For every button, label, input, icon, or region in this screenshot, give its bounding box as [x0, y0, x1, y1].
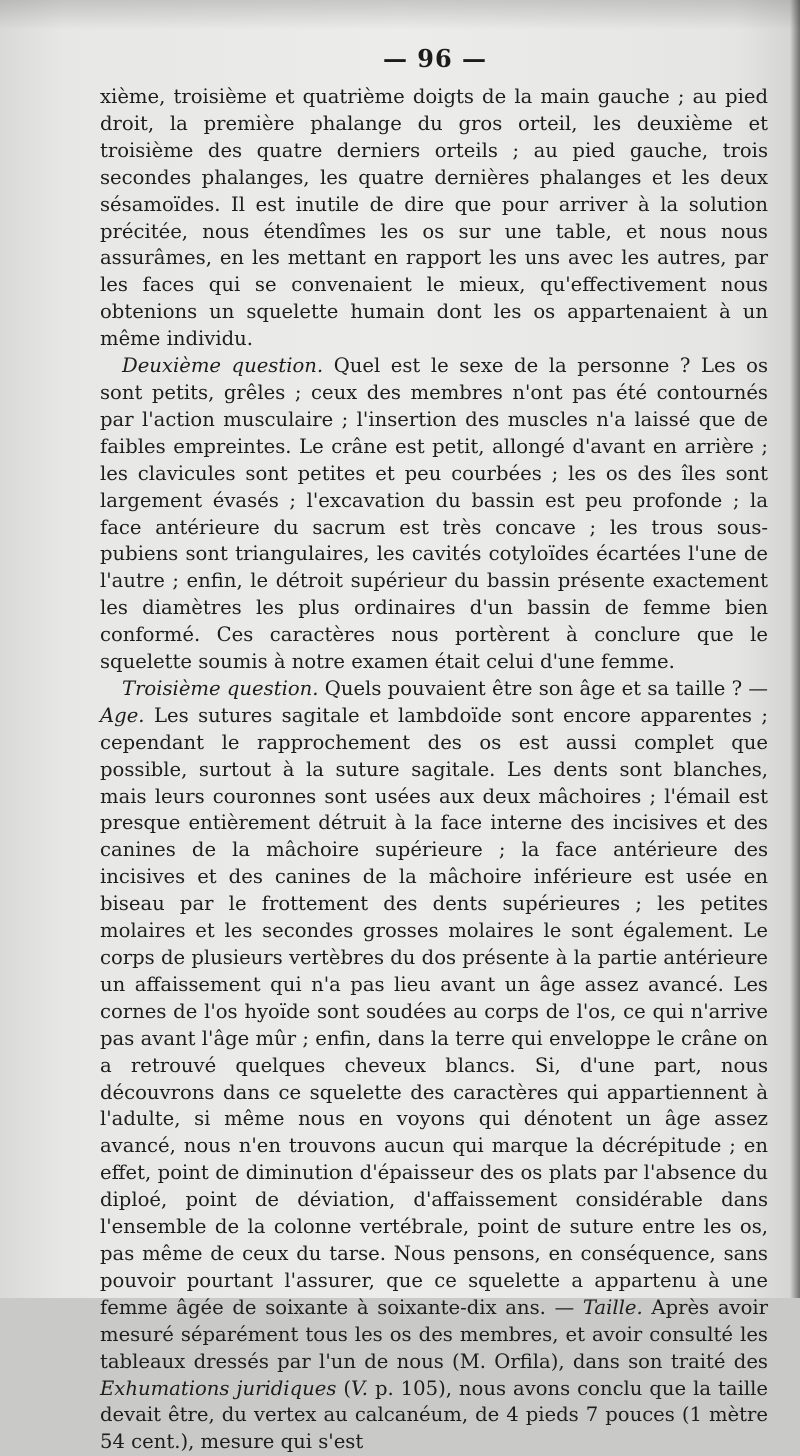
italic-text: V. [351, 1376, 368, 1400]
text-run: ( [336, 1376, 352, 1400]
text-run: Quel est le sexe de la personne ? Les os sont petits, grêles ; ceux des membres n'ont pas été contournés par l'action musculaire ; l'insertion des muscles n'a laissé que de faibles empreintes. Le crâne est petit, allongé d'avant en arrière ; les clavicules sont petites et peu courbées ; les os des îles sont largement évasés ; l'excavation du bassin est peu profonde ; la face antérieure du sacrum est très concave ; les trous sous-pubiens sont triangulaires, les cavités cotyloïdes écartées l'une de l'autre ; enfin, le détroit supérieur du bassin présente exactement les diamètres les plus ordinaires d'un bassin de femme bien conformé. Ces caractères nous portèrent à conclure que le squelette soumis à notre examen était celui d'une femme. [100, 354, 769, 674]
text-run: Quels pouvaient être son âge et sa taille ? — [318, 676, 768, 700]
text-run: xième, troisième et quatrième doigts de la main gauche ; au pied droit, la première phalange du gros orteil, les deuxième et troisième des quatre derniers orteils ; au pied gauche, trois secondes phalanges, les quatre dernières phalanges et les deux sésamoïdes. Il est inutile de dire que pour arriver à la solution précitée, nous étendîmes les os sur une table, et nous nous assurâmes, en les mettant en rapport les uns avec les autres, par les faces qui se convenaient le mieux, qu'effectivement nous obtenions un squelette humain dont les os appartenaient à un même individu. [100, 85, 768, 351]
text-run: Les sutures sagitale et lambdoïde sont encore apparentes ; cependant le rapprochement des os est aussi complet que possible, surtout à la suture sagitale. Les dents sont blanches, mais leurs couronnes sont usées aux deux mâchoires ; l'émail est presque entièrement détruit à la face interne des incisives et des canines de la mâchoire supérieure ; la face antérieure des incisives et des canines de la mâchoire inférieure est usée en biseau par le frottement des dents supérieures ; les petites molaires et les secondes grosses molaires le sont également. Le corps de plusieurs vertèbres du dos présente à la partie antérieure un affaissement qui n'a pas lieu avant un âge assez avancé. Les cornes de l'os hyoïde sont soudées au corps de l'os, ce qui n'arrive pas avant l'âge mûr ; enfin, dans la terre qui enveloppe le crâne on a retrouvé quelques cheveux blancs. Si, d'une part, nous découvrons dans ce squelette des caractères qui appartiennent à l'adulte, si même nous en voyons qui dénotent un âge assez avancé, nous n'en trouvons aucun qui marque la décrépitude ; en effet, point de diminution d'épaisseur des os plats par l'absence du diploé, point de déviation, d'affaissement considérable dans l'ensemble de la colonne vertébrale, point de suture entre les os, pas même de ceux du tarse. Nous pensons, en conséquence, sans pouvoir pourtant l'assurer, que ce squelette a appartenu à une femme âgée de soixante à soixante-dix ans. — [100, 703, 768, 1319]
italic-text: Exhumations juridiques [100, 1376, 337, 1400]
text-run: p. 105), nous avons conclu que la taille devait être, du vertex au calcanéum, de 4 pieds 7 pouces (1 mètre 54 cent.), mesure qui s'est [100, 1376, 768, 1454]
paragraph [100, 353, 768, 676]
paragraph [100, 84, 768, 353]
page-top-shadow [0, 0, 800, 30]
italic-text: Taille. [582, 1295, 643, 1319]
paragraph [100, 676, 768, 1456]
text-run: Après avoir mesuré séparément tous les os des membres, et avoir consulté les tableaux dressés par l'un de nous (M. Orfila), dans son traité des [100, 1295, 768, 1373]
italic-text: Troisième question. [122, 676, 319, 700]
italic-text: Deuxième question. [122, 354, 324, 378]
page-number: — 96 — [382, 44, 488, 73]
italic-text: Age. [100, 703, 145, 727]
body-text [100, 84, 768, 1456]
page-edge-shadow [790, 0, 800, 1298]
